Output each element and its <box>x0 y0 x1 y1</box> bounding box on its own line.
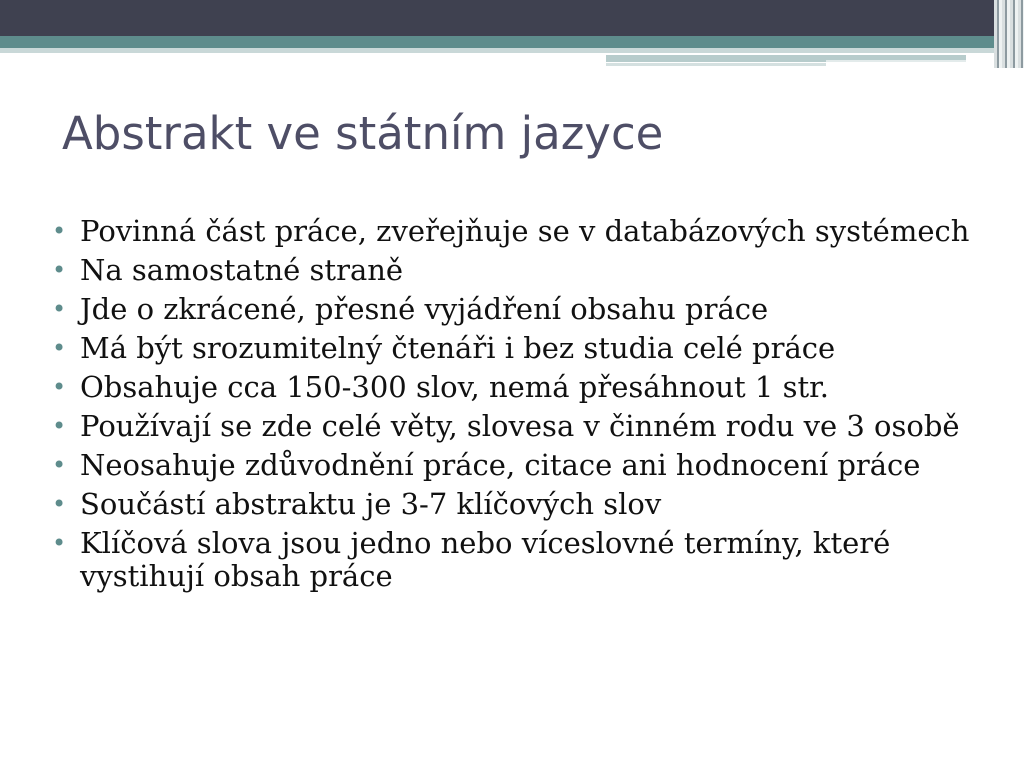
header-accent-line-faint <box>826 60 966 62</box>
bullet-icon: • <box>52 217 67 245</box>
bullet-icon: • <box>52 529 67 557</box>
bullet-item <box>50 332 1000 365</box>
bullet-text: Na samostatné straně <box>80 253 404 287</box>
bullet-text: Má být srozumitelný čtenáři i bez studia celé práce <box>80 331 836 365</box>
header-light-band <box>0 48 1024 53</box>
bullet-text: Neosahuje zdůvodnění práce, citace ani hodnocení práce <box>80 448 921 482</box>
bullet-list <box>50 215 1000 599</box>
bullet-item <box>50 254 1000 287</box>
bullet-icon: • <box>52 334 67 362</box>
bullet-item <box>50 488 1000 521</box>
bullet-text: Obsahuje cca 150-300 slov, nemá přesáhnout 1 str. <box>80 370 830 404</box>
bullet-text: Součástí abstraktu je 3-7 klíčových slov <box>80 487 662 521</box>
bullet-item <box>50 449 1000 482</box>
slide-title: Abstrakt ve státním jazyce <box>62 107 664 160</box>
bullet-text: Povinná část práce, zveřejňuje se v databázových systémech <box>80 214 970 248</box>
bullet-icon: • <box>52 373 67 401</box>
bullet-icon: • <box>52 412 67 440</box>
bullet-item <box>50 215 1000 248</box>
header-dark-band <box>0 0 1024 36</box>
header-right-stripes <box>994 0 1024 68</box>
header-teal-band <box>0 36 1024 48</box>
bullet-item <box>50 527 1000 593</box>
bullet-icon: • <box>52 295 67 323</box>
bullet-item <box>50 371 1000 404</box>
bullet-text: Používají se zde celé věty, slovesa v činném rodu ve 3 osobě <box>80 409 960 443</box>
bullet-text: Jde o zkrácené, přesné vyjádření obsahu práce <box>80 292 769 326</box>
header-accent-line-thin <box>606 63 826 66</box>
bullet-icon: • <box>52 451 67 479</box>
bullet-item <box>50 410 1000 443</box>
bullet-item <box>50 293 1000 326</box>
bullet-icon: • <box>52 256 67 284</box>
bullet-text: Klíčová slova jsou jedno nebo víceslovné termíny, které vystihují obsah práce <box>80 526 891 593</box>
bullet-icon: • <box>52 490 67 518</box>
